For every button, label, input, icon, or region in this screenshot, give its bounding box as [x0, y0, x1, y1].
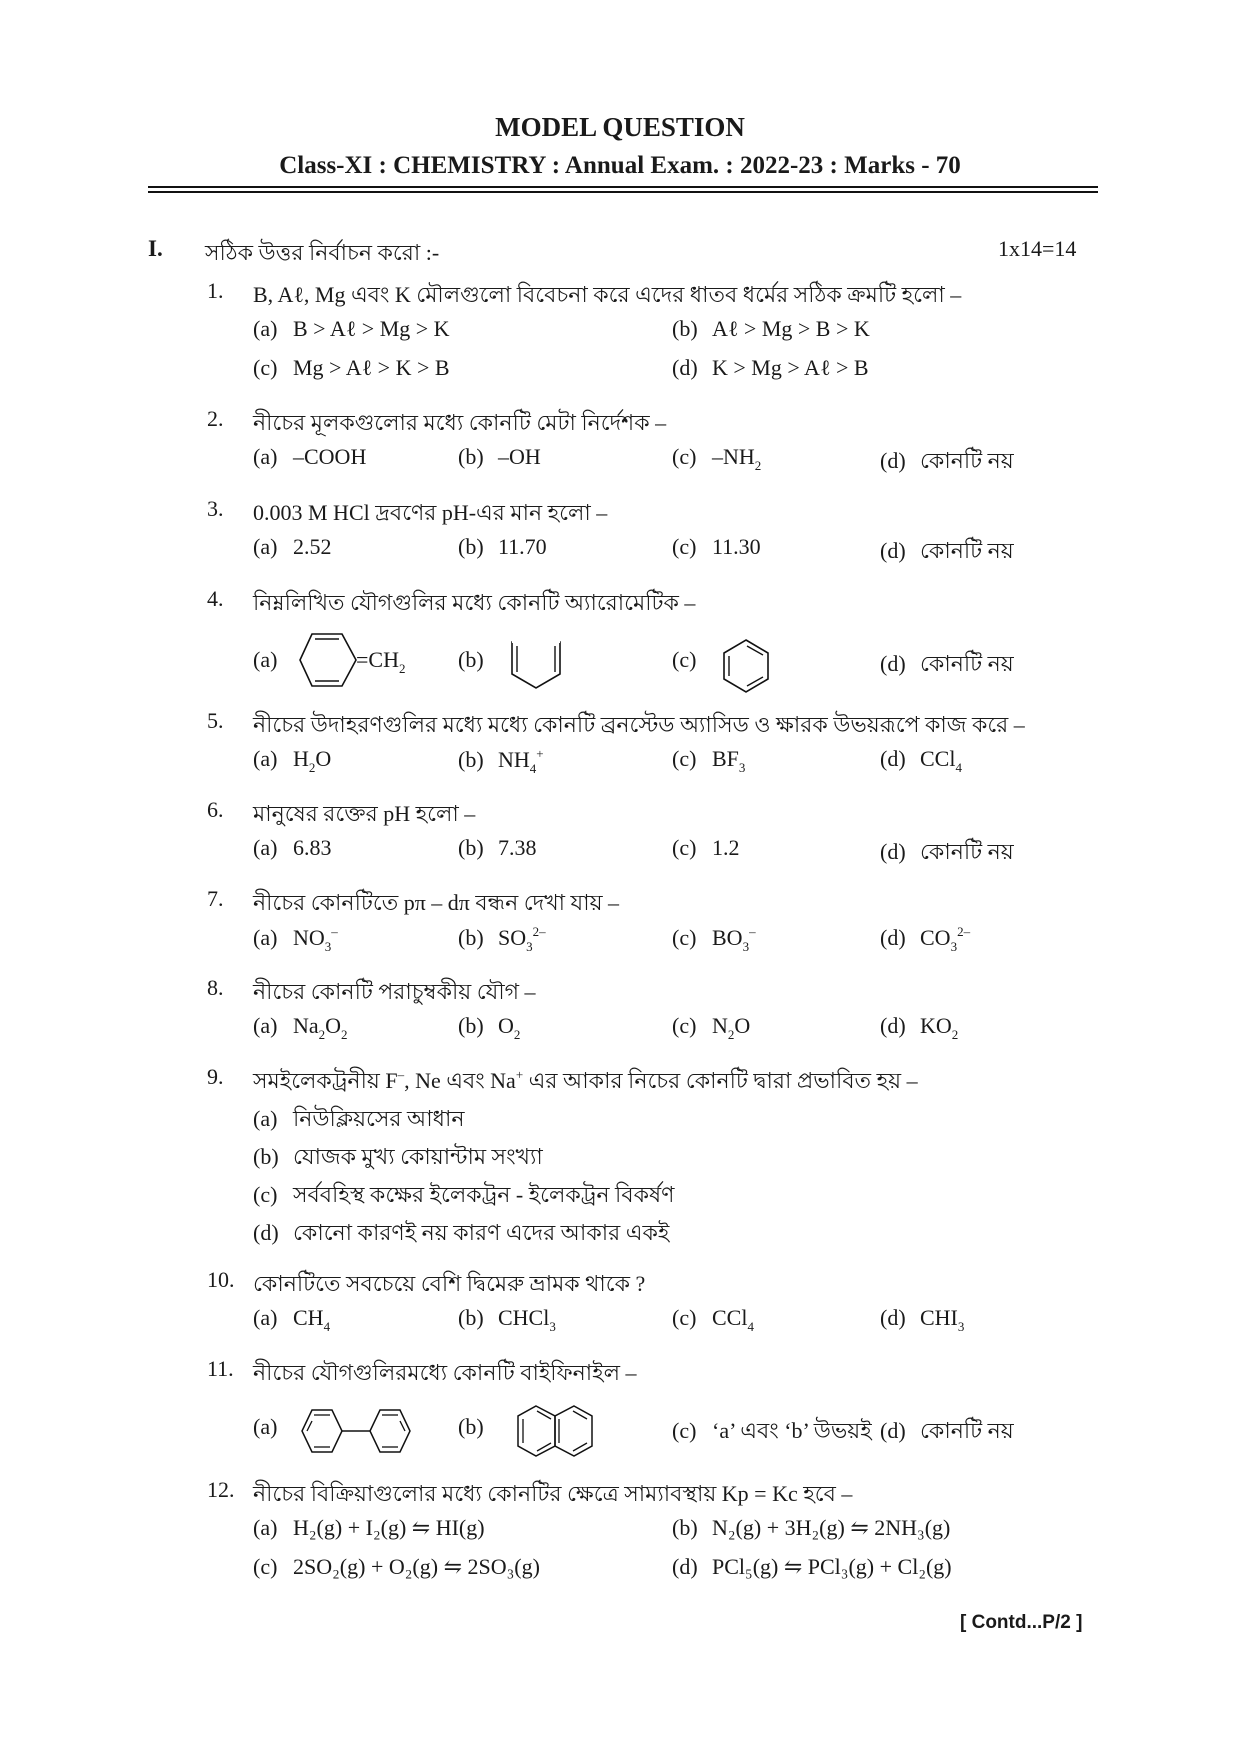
header-rule-top [148, 186, 1098, 188]
option-b: (b) $NH_4^+$ [458, 746, 544, 776]
option-c: (c) [672, 647, 697, 672]
question-text: মানুষের রক্তের pH হলো – [253, 801, 476, 826]
question-text: 0.003 M HCl দ্রবণের pH-এর মান হলো – [253, 500, 608, 525]
naphthalene-structure-icon [516, 1404, 594, 1458]
methylenecyclohexadiene-structure-icon [298, 630, 360, 690]
question-number: 6. [207, 797, 224, 822]
option-a: (a) 2.52 [253, 534, 332, 559]
option-c: (c) ‘a’ এবং ‘b’ উভয়ই [672, 1418, 872, 1443]
question-text: B, Aℓ, Mg এবং K মৌলগুলো বিবেচনা করে এদের ধাতব ধর্মের সঠিক ক্রমটি হলো – [253, 282, 962, 307]
question-number: 2. [207, 406, 224, 431]
option-b: (b) N₂(g) + 3H₂(g) ⇋ 2NH₃(g) [672, 1515, 951, 1540]
ch2-group: $=CH_2$ [356, 647, 406, 676]
question-number: 9. [207, 1064, 224, 1089]
option-d: (d) কোনটি নয় [880, 1418, 1014, 1443]
option-a: (a) $NO_3^-$ [253, 924, 338, 954]
option-b: (b) Aℓ > Mg > B > K [672, 316, 870, 341]
question-text: কোনটিতে সবচেয়ে বেশি দ্বিমেরু ভ্রামক থাকে ? [253, 1271, 646, 1296]
question-number: 4. [207, 586, 224, 611]
option-c: (c) $BF_3$ [672, 746, 746, 775]
question-text: নীচের বিক্রিয়াগুলোর মধ্যে কোনটির ক্ষেত্রে সাম্যাবস্থায় Kp = Kc হবে – [253, 1481, 853, 1506]
header-rule-bottom [148, 191, 1098, 193]
option-a: (a) [253, 1414, 278, 1439]
question-text: সমইলেকট্রনীয় F–, Ne এবং Na+ এর আকার নিচের কোনটি দ্বারা প্রভাবিত হয় – [253, 1067, 918, 1093]
option-b: (b) [458, 1414, 484, 1439]
question-text: নীচের কোনটি পরাচুম্বকীয় যৌগ – [253, 979, 536, 1004]
option-d: (d) কোনটি নয় [880, 651, 1014, 676]
page-title: MODEL QUESTION [495, 112, 745, 142]
option-a: (a) B > Aℓ > Mg > K [253, 316, 450, 341]
question-text: নিম্নলিখিত যৌগগুলির মধ্যে কোনটি অ্যারোমেটিক – [253, 590, 696, 615]
option-d: (d) কোনটি নয় [880, 839, 1014, 864]
option-c: (c) 11.30 [672, 534, 761, 559]
option-a: (a) $H_2O$ [253, 746, 332, 775]
question-text: নীচের কোনটিতে pπ – dπ বন্ধন দেখা যায় – [253, 890, 620, 915]
option-a: (a) H₂(g) + I₂(g) ⇋ HI(g) [253, 1515, 485, 1540]
section-number: I. [148, 236, 163, 261]
option-d: (d) $CO_3^{2-}$ [880, 924, 971, 954]
option-a: (a) $Na_2O_2$ [253, 1013, 348, 1042]
option-d: (d) PCl₅(g) ⇋ PCl₃(g) + Cl₂(g) [672, 1554, 952, 1579]
option-b: (b) 7.38 [458, 835, 537, 860]
option-d: (d) কোনটি নয় [880, 448, 1014, 473]
option-c: (c) $N_2O$ [672, 1013, 751, 1042]
question-number: 1. [207, 278, 224, 303]
option-b: (b) CHCl$_3$ [458, 1305, 556, 1334]
option-a: (a) [253, 647, 278, 672]
option-b: (b) –OH [458, 444, 541, 469]
option-b: (b) 11.70 [458, 534, 547, 559]
option-c: (c) $BO_3^-$ [672, 924, 756, 954]
benzene-structure-icon [722, 638, 770, 694]
question-number: 10. [207, 1267, 235, 1292]
option-b: (b) যোজক মুখ্য কোয়ান্টাম সংখ্যা [253, 1144, 543, 1169]
option-b: (b) [458, 647, 484, 672]
question-number: 12. [207, 1477, 235, 1502]
option-d: (d) কোনটি নয় [880, 538, 1014, 563]
continued-note: [ Contd...P/2 ] [960, 1612, 1083, 1633]
option-a: (a) –COOH [253, 444, 367, 469]
question-number: 7. [207, 886, 224, 911]
question-number: 11. [207, 1356, 234, 1381]
section-marks: 1x14=14 [998, 236, 1077, 261]
question-text: নীচের মূলকগুলোর মধ্যে কোনটি মেটা নির্দেশক – [253, 410, 667, 435]
question-text: নীচের উদাহরণগুলির মধ্যে মধ্যে কোনটি ব্রনস্টেড অ্যাসিড ও ক্ষারক উভয়রূপে কাজ করে – [253, 712, 1025, 737]
option-c: (c) CCl$_4$ [672, 1305, 754, 1334]
option-c: (c) 2SO₂(g) + O₂(g) ⇋ 2SO₃(g) [253, 1554, 540, 1579]
option-b: (b) $O_2$ [458, 1013, 521, 1042]
question-number: 5. [207, 708, 224, 733]
option-a: (a) $CH_4$ [253, 1305, 331, 1334]
option-c: (c) 1.2 [672, 835, 740, 860]
cyclopentadiene-structure-icon [510, 640, 562, 690]
option-d: (d) K > Mg > Aℓ > B [672, 355, 869, 380]
option-c: (c) $-NH_2$ [672, 444, 762, 473]
option-d: (d) CCl$_4$ [880, 746, 962, 775]
biphenyl-structure-icon [300, 1408, 412, 1454]
section-title: সঠিক উত্তর নির্বাচন করো :- [205, 240, 440, 265]
question-number: 8. [207, 975, 224, 1000]
option-d: (d) $CHI_3$ [880, 1305, 965, 1334]
option-d: (d) কোনো কারণই নয় কারণ এদের আকার একই [253, 1220, 670, 1245]
option-c: (c) Mg > Aℓ > K > B [253, 355, 450, 380]
option-a: (a) 6.83 [253, 835, 332, 860]
question-number: 3. [207, 496, 224, 521]
option-d: (d) $KO_2$ [880, 1013, 959, 1042]
option-b: (b) $SO_3^{2-}$ [458, 924, 546, 954]
exam-subtitle: Class-XI : CHEMISTRY : Annual Exam. : 2022-23 : Marks - 70 [279, 152, 961, 179]
question-text: নীচের যৌগগুলিরমধ্যে কোনটি বাইফিনাইল – [253, 1360, 637, 1385]
option-a: (a) নিউক্লিয়সের আধান [253, 1106, 465, 1131]
option-c: (c) সর্ববহিস্থ কক্ষের ইলেকট্রন - ইলেকট্রন বিকর্ষণ [253, 1182, 675, 1207]
